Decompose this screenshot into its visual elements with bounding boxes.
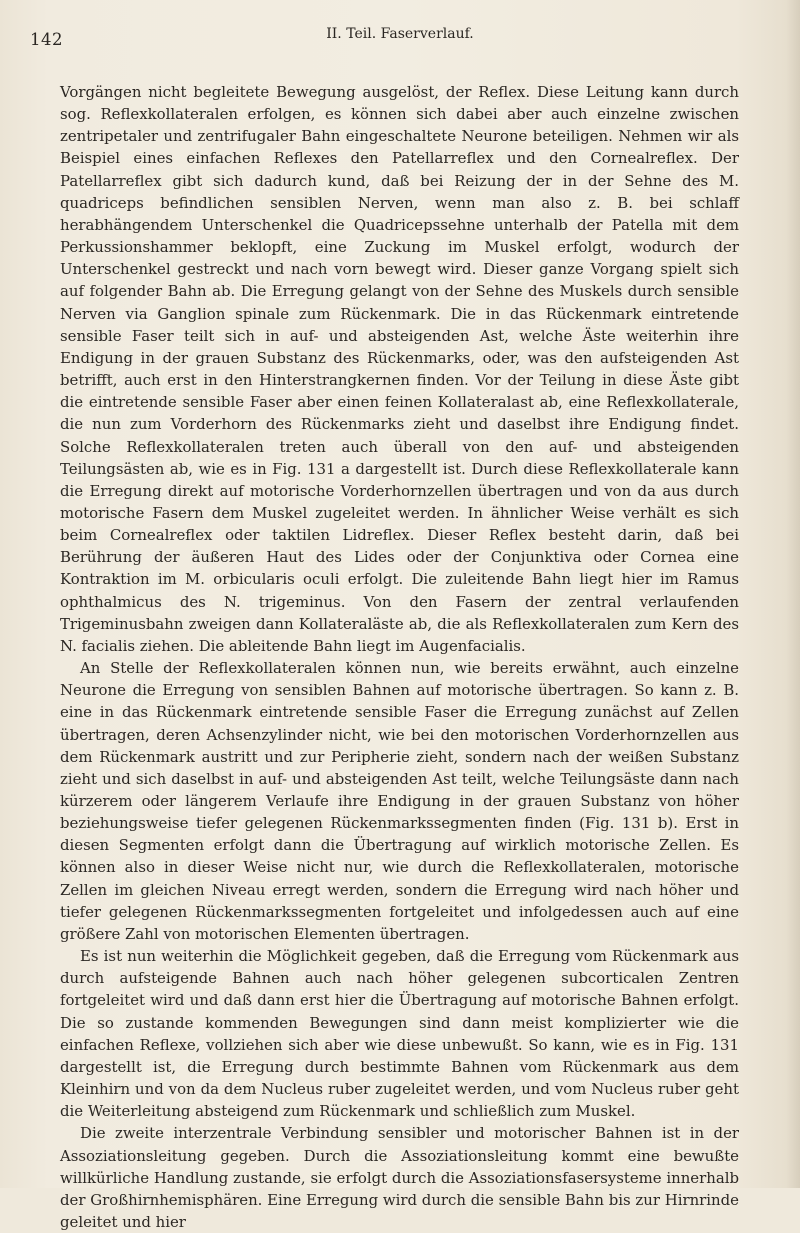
paragraph: An Stelle der Reflexkollateralen können nun, wie bereits erwähnt, auch einzelne Neurone die Erregung von sensiblen Bahnen auf motorische übertragen. So kann z. B. eine in das Rückenmark eintretende sensible Faser die Erregung zunächst auf Zellen übertragen, deren Achsenzylinder nicht, wie bei den motorischen Vorderhornzellen aus dem Rückenmark austritt und zur Peripherie zieht, sondern nach der weißen Substanz zieht und sich daselbst in auf- und absteigenden Ast teilt, welche Teilungsäste dann nach kürzerem oder längerem Verlaufe ihre Endigung in der grauen Substanz von höher beziehungsweise tiefer gelegenen Rückenmarkssegmenten finden (Fig. 131 b). Erst in diesen Segmenten erfolgt dann die Übertragung auf wirklich motorische Zellen. Es können also in dieser Weise nicht nur, wie durch die Reflexkollateralen, motorische Zellen im gleichen Niveau erregt werden, sondern die Erregung wird nach höher und tiefer gelegenen Rückenmarkssegmenten fortgeleitet und infolgedessen auch auf eine größere Zahl von motorischen Elementen übertragen. xyxy=(60,659,739,943)
page-edge-shadow xyxy=(786,0,800,1188)
running-head: II. Teil. Faserverlauf. xyxy=(326,26,474,42)
paragraph: Vorgängen nicht begleitete Bewegung ausgelöst, der Reflex. Diese Leitung kann durch sog. Reflexkollateralen erfolgen, es können sich dabei aber auch einzelne zwischen zentripetaler und zentrifugaler Bahn eingeschaltete Neurone beteiligen. Nehmen wir als Beispiel eines einfachen Reflexes den Patellarreflex und den Cornealreflex. Der Patellarreflex gibt sich dadurch kund, daß bei Reizung der in der Sehne des M. quadriceps befindlichen sensiblen Nerven, wenn man also z. B. bei schlaff herabhängendem Unterschenkel die Quadricepssehne unterhalb der Patella mit dem Perkussionshammer beklopft, eine Zuckung im Muskel erfolgt, wodurch der Unterschenkel gestreckt und nach vorn bewegt wird. Dieser ganze Vorgang spielt sich auf folgender Bahn ab. Die Erregung gelangt von der Sehne des Muskels durch sensible Nerven via Ganglion spinale zum Rückenmark. Die in das Rückenmark eintretende sensible Faser teilt sich in auf- und absteigenden Ast, welche Äste weiterhin ihre Endigung in der grauen Substanz des Rückenmarks, oder, was den aufsteigenden Ast betrifft, auch erst in den Hinterstrangkernen finden. Vor der Teilung in diese Äste gibt die eintretende sensible Faser aber einen feinen Kollateralast ab, eine Reflexkollaterale, die nun zum Vorderhorn des Rückenmarks zieht und daselbst ihre Endigung findet. Solche Reflexkollateralen treten auch überall von den auf- und absteigenden Teilungsästen ab, wie es in Fig. 131 a dargestellt ist. Durch diese Reflexkollaterale kann die Erregung direkt auf motorische Vorderhornzellen übertragen und von da aus durch motorische Fasern dem Muskel zugeleitet werden. In ähnlicher Weise verhält es sich beim Cornealreflex oder taktilen Lidreflex. Dieser Reflex besteht darin, daß bei Berührung der äußeren Haut des Lides oder der Conjunktiva oder Cornea eine Kontraktion im M. orbicularis oculi erfolgt. Die zuleitende Bahn liegt hier im Ramus ophthalmicus des N. trigeminus. Von den Fasern der zentral verlaufenden Trigeminusbahn zweigen dann Kollateraläste ab, die als Reflexkollateralen zum Kern des N. facialis ziehen. Die ableitende Bahn liegt im Augenfacialis. xyxy=(60,83,739,655)
body-text xyxy=(60,81,739,1233)
page-header xyxy=(30,26,770,50)
paragraph: Es ist nun weiterhin die Möglichkeit gegeben, daß die Erregung vom Rückenmark aus durch aufsteigende Bahnen auch nach höher gelegenen subcorticalen Zentren fortgeleitet wird und daß dann erst hier die Übertragung auf motorische Bahnen erfolgt. Die so zustande kommenden Bewegungen sind dann meist komplizierter wie die einfachen Reflexe, vollziehen sich aber wie diese unbewußt. So kann, wie es in Fig. 131 dargestellt ist, die Erregung durch bestimmte Bahnen vom Rückenmark aus dem Kleinhirn und von da dem Nucleus ruber zugeleitet werden, und vom Nucleus ruber geht die Weiterleitung absteigend zum Rückenmark und schließlich zum Muskel. xyxy=(60,947,739,1121)
paragraph: Die zweite interzentrale Verbindung sensibler und motorischer Bahnen ist in der Assoziationsleitung gegeben. Durch die Assoziationsleitung kommt eine bewußte willkürliche Handlung zustande, sie erfolgt durch die Assoziationsfasersysteme innerhalb der Großhirnhemisphären. Eine Erregung wird durch die sensible Bahn bis zur Hirnrinde geleitet und hier xyxy=(60,1124,739,1231)
page-number: 142 xyxy=(30,30,63,49)
